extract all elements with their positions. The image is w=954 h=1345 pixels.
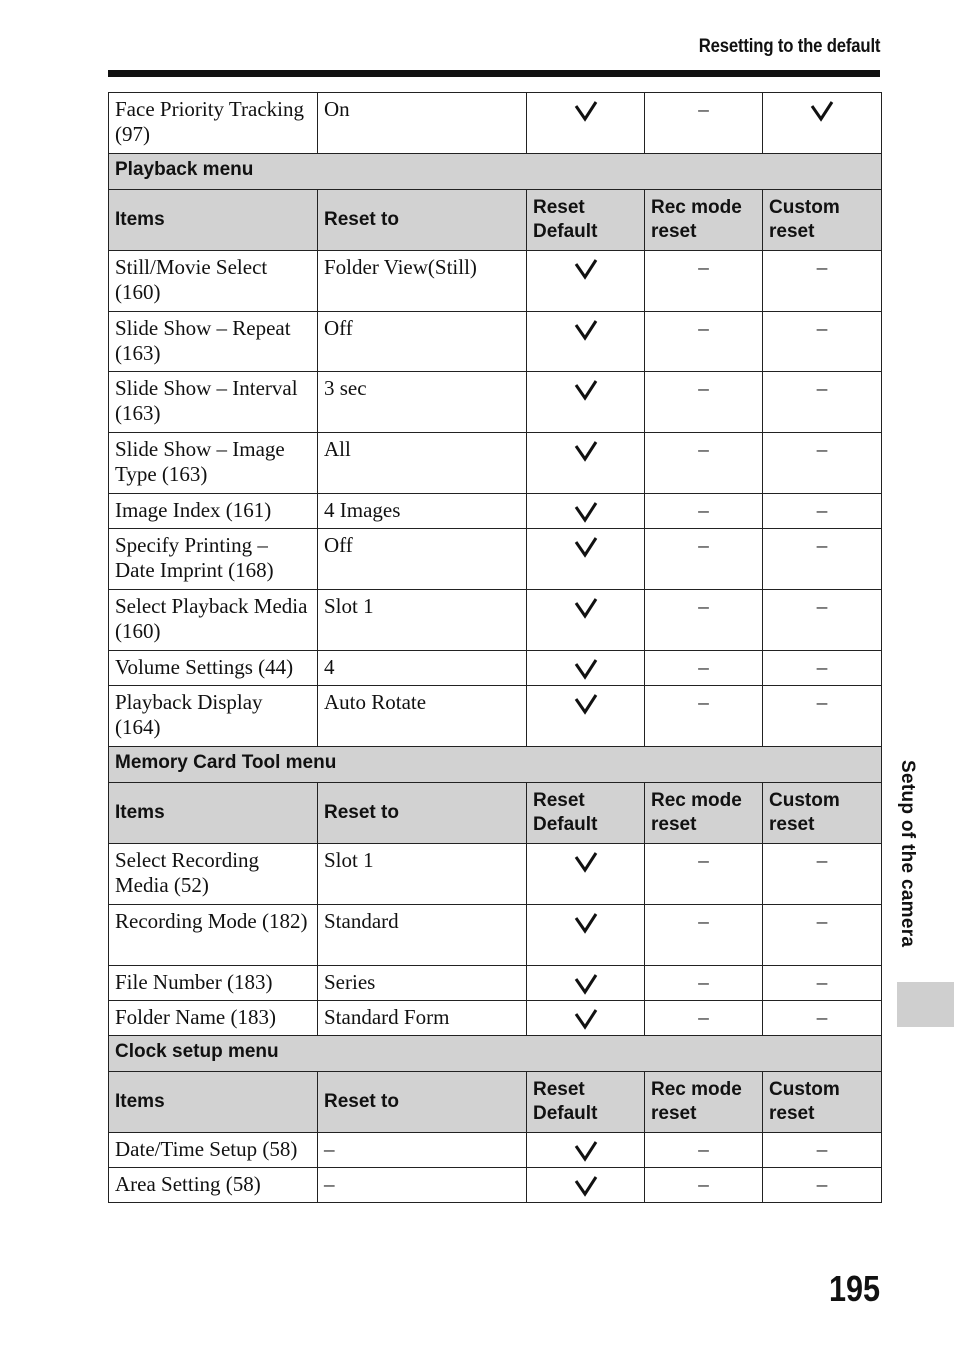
reset-value-cell: Auto Rotate [318,686,527,747]
custom-reset-cell: – [763,1168,882,1203]
table-row [109,1001,882,1036]
item-cell: Still/Movie Select (160) [109,251,318,312]
item-cell: Slide Show – Repeat (163) [109,312,318,372]
rec-mode-reset-cell: – [645,433,763,494]
column-header-custom-reset: Custom reset [763,190,882,251]
rec-mode-reset-cell: – [645,966,763,1001]
rec-mode-reset-cell: – [645,1168,763,1203]
item-cell: Volume Settings (44) [109,651,318,686]
reset-value-cell: Standard [318,905,527,966]
custom-reset-cell [763,93,882,154]
rec-mode-reset-cell: – [645,312,763,372]
item-cell: Image Index (161) [109,494,318,529]
item-cell: Select Playback Media (160) [109,590,318,651]
custom-reset-cell: – [763,844,882,905]
reset-default-cell [527,966,645,1001]
table-row [109,372,882,433]
reset-default-cell [527,686,645,747]
custom-reset-cell: – [763,529,882,590]
table-row [109,651,882,686]
reset-default-cell [527,1168,645,1203]
side-tab-marker [897,982,954,1027]
table-row [109,686,882,747]
custom-reset-cell: – [763,494,882,529]
item-cell: Date/Time Setup (58) [109,1133,318,1168]
reset-default-cell [527,1001,645,1036]
item-cell: Area Setting (58) [109,1168,318,1203]
section-title: Clock setup menu [109,1036,882,1072]
table-row [109,494,882,529]
rec-mode-reset-cell: – [645,529,763,590]
check-icon [574,1140,598,1162]
item-cell: Face Priority Tracking (97) [109,93,318,154]
custom-reset-cell: – [763,1133,882,1168]
column-header-reset-to: Reset to [318,783,527,844]
section-header-row [109,1036,882,1072]
reset-value-cell: All [318,433,527,494]
rec-mode-reset-cell: – [645,590,763,651]
reset-default-cell [527,372,645,433]
rec-mode-reset-cell: – [645,686,763,747]
column-header-reset-to: Reset to [318,1072,527,1133]
custom-reset-cell: – [763,905,882,966]
section-header-row [109,154,882,190]
rec-mode-reset-cell: – [645,372,763,433]
item-cell: File Number (183) [109,966,318,1001]
table-row [109,905,882,966]
item-cell: Playback Display (164) [109,686,318,747]
settings-table [108,92,882,1203]
rec-mode-reset-cell: – [645,1001,763,1036]
column-header-items: Items [109,783,318,844]
custom-reset-cell: – [763,686,882,747]
column-header-row [109,783,882,844]
column-header-row [109,1072,882,1133]
table-row [109,251,882,312]
column-header-reset-default: Reset Default [527,190,645,251]
table-row [109,529,882,590]
table-row [109,966,882,1001]
reset-value-cell: Off [318,312,527,372]
check-icon [574,379,598,401]
reset-default-cell [527,494,645,529]
custom-reset-cell: – [763,966,882,1001]
check-icon [574,693,598,715]
table-row [109,93,882,154]
reset-default-cell [527,905,645,966]
custom-reset-cell: – [763,1001,882,1036]
section-title: Memory Card Tool menu [109,747,882,783]
item-cell: Slide Show – Interval (163) [109,372,318,433]
reset-value-cell: – [318,1133,527,1168]
reset-value-cell: Series [318,966,527,1001]
reset-value-cell: 4 Images [318,494,527,529]
custom-reset-cell: – [763,651,882,686]
page-number: 195 [828,1268,880,1309]
column-header-reset-default: Reset Default [527,783,645,844]
reset-value-cell: – [318,1168,527,1203]
check-icon [574,100,598,122]
rec-mode-reset-cell: – [645,651,763,686]
reset-value-cell: Folder View(Still) [318,251,527,312]
check-icon [574,1008,598,1030]
header-rule [108,70,880,77]
column-header-rec-mode-reset: Rec mode reset [645,190,763,251]
rec-mode-reset-cell: – [645,494,763,529]
reset-default-cell [527,529,645,590]
custom-reset-cell: – [763,433,882,494]
check-icon [574,501,598,523]
reset-value-cell: 3 sec [318,372,527,433]
running-head: Resetting to the default [698,36,880,57]
custom-reset-cell: – [763,590,882,651]
item-cell: Slide Show – Image Type (163) [109,433,318,494]
reset-value-cell: On [318,93,527,154]
rec-mode-reset-cell: – [645,1133,763,1168]
column-header-rec-mode-reset: Rec mode reset [645,1072,763,1133]
reset-default-cell [527,1133,645,1168]
reset-value-cell: Standard Form [318,1001,527,1036]
check-icon [574,440,598,462]
item-cell: Folder Name (183) [109,1001,318,1036]
check-icon [574,597,598,619]
table-row [109,590,882,651]
column-header-reset-to: Reset to [318,190,527,251]
column-header-rec-mode-reset: Rec mode reset [645,783,763,844]
reset-value-cell: Off [318,529,527,590]
side-tab-label: Setup of the camera [897,760,918,948]
reset-default-cell [527,93,645,154]
item-cell: Specify Printing – Date Imprint (168) [109,529,318,590]
custom-reset-cell: – [763,312,882,372]
table-row [109,1133,882,1168]
rec-mode-reset-cell: – [645,844,763,905]
reset-value-cell: Slot 1 [318,844,527,905]
check-icon [574,1175,598,1197]
section-title: Playback menu [109,154,882,190]
custom-reset-cell: – [763,251,882,312]
reset-default-cell [527,590,645,651]
check-icon [574,658,598,680]
table-row [109,1168,882,1203]
reset-value-cell: Slot 1 [318,590,527,651]
reset-default-cell [527,251,645,312]
check-icon [574,258,598,280]
check-icon [574,912,598,934]
reset-default-cell [527,651,645,686]
reset-default-cell [527,433,645,494]
reset-default-cell [527,844,645,905]
column-header-items: Items [109,1072,318,1133]
check-icon [574,536,598,558]
custom-reset-cell: – [763,372,882,433]
check-icon [574,973,598,995]
table-row [109,312,882,372]
table-row [109,433,882,494]
column-header-row [109,190,882,251]
column-header-reset-default: Reset Default [527,1072,645,1133]
check-icon [574,851,598,873]
check-icon [810,100,834,122]
rec-mode-reset-cell: – [645,93,763,154]
rec-mode-reset-cell: – [645,905,763,966]
reset-default-cell [527,312,645,372]
settings-table-body [109,93,882,1203]
check-icon [574,319,598,341]
column-header-custom-reset: Custom reset [763,1072,882,1133]
item-cell: Recording Mode (182) [109,905,318,966]
reset-value-cell: 4 [318,651,527,686]
rec-mode-reset-cell: – [645,251,763,312]
column-header-custom-reset: Custom reset [763,783,882,844]
column-header-items: Items [109,190,318,251]
section-header-row [109,747,882,783]
item-cell: Select Recording Media (52) [109,844,318,905]
table-row [109,844,882,905]
